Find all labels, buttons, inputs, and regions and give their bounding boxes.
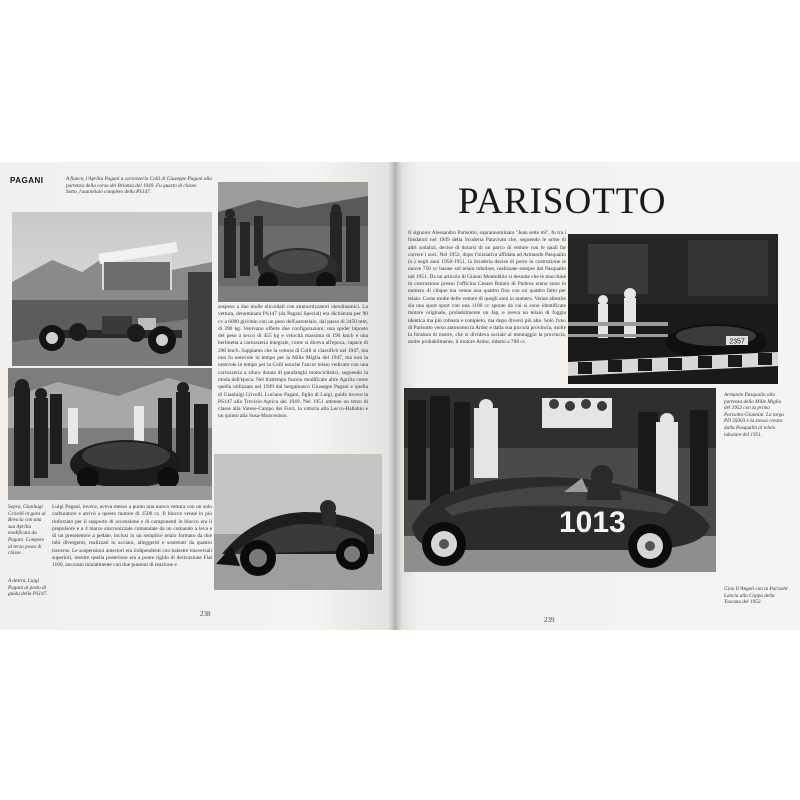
chapter-title: PARISOTTO xyxy=(458,181,667,222)
photo-start xyxy=(218,182,368,302)
left-body-bottom-column: Luigi Pagani, invece, aveva messo a punto una nuova vettura con un solo carburatore e arrivò a questo motore di 1500 cc. Il blocco venne in più rinforzato per il supporto di accensione e di componenti in blocco era il propulsore e a 4 marce sincronizzate comandate da un comando a leva e di un preselettore a pedale, inclusi in un semplice telaio formato da due tubi divergenti, realizzati in acciaio, alleggeriti e sostenuti da quattro traverse. Le sospensioni anteriori era indipendenti con balestre trasversali superiori, mentre quella posteriore era a ponte rigido di derivazione Fiat 1100, ancorato inizialmente con due puntoni di reazione e xyxy=(52,504,212,569)
caption-right-top: Armando Pasqualin alla partenza della Mille Miglia del 1952 con la prima Parisotto-Giannini. La targa PD 35003 è la stessa creata dalla Pasqualin al telaio tubolare del 1951. xyxy=(724,392,784,438)
folio-left: 238 xyxy=(200,610,211,618)
caption-top: A fianco, l'Aprilia Pagani a carrozzeria Colli di Giuseppe Pagani alla partenza della corsa dei Brianza del 1949. Fu quarto di classe. Sotto, l'autotelaio completo della PS147. xyxy=(66,176,212,196)
caption-bottom: A destra, Luigi Pagani al posto di guida della PS147. xyxy=(8,578,48,598)
race-number-top: 2357 xyxy=(729,338,745,346)
left-body-right-column: sospeso a due molle elicoidali con ammortizzatori oleodinamici. La vettura, denominata PS147 (da Pagani Special) era dichiarata per 90 cv a 6000 giri/min con un peso dell'autotelaio, dal passo di 2450 mm, di 390 kg. Venivano offerte due configurazioni: una spider biposto del peso a secco di 455 kg e velocità massima di 190 km/h e una berlinetta a carrozzeria integrale, come si diceva all'epoca, capace di 200 km/h. Sappiamo che la vettura di Colli si classificò nel 1947, ma non fu notevole in tempo per la Mille Miglia del 1947, ma non la notevole in tempo per la Colli nonché l'ancor telaio vedicato con una carrozzeria a siluro dotata di parafanghi motociclistici, seguendo la moda dell'epoca. Nel frattempo furono modificate altre Aprilia come quella utilizzata nel 1949 dal bergamasco Giuseppe Pagani e quella di Gianluigi Crivelli. Luciano Pagani, figlio di Luigi, guidò invece la PS147 alla Trevisio-Aprica del 1949. Nel 1951 ottenne un terzo di classe alla Varese-Campo dei Fiori, la vittoria alla Lecco-Ballabio e un quinto alla Susa-Moncenisio. xyxy=(218,304,368,420)
photo-crivelli xyxy=(8,368,212,500)
race-number-big: 1013 xyxy=(559,506,626,539)
caption-right-bottom: Gino D'Angeli con la Parisotti Lancia alla Coppa della Toscana del 1952. xyxy=(724,586,788,606)
book-spread xyxy=(0,162,800,630)
folio-right: 239 xyxy=(544,616,555,624)
photo-car-1013 xyxy=(404,388,716,572)
photo-ps147-driver xyxy=(214,454,382,590)
caption-mid: Sopra, Gianluigi Crivelli in gara al Brescia con una sua Aprilia modificata da Pagani. Compete al terzo posto di classe. xyxy=(8,504,46,557)
right-body-column: Il signorer Alessandro Parisotto, soprannominato "Jean sette mi", fu tra i fondatori nel 1949 della Scuderia Patavium che, seguendo le orme di altri sodalizi, decise di dotarsi di un parco di vetture con le quali far correre i soci. Nel 1952, dopo l'iniziativa affidata ad Armando Pasqualin (o.) negli anni 1950-1951, la Scuderia decise di porre in costruzione le nuove 750 cc basate sul telaio tubolare, realizzate sempre dal Pasqualin nel 1951. Da un articolo di Gianni Montobbio si desume che le macchine in costruzione presso l'officina Cesare Rotaro di Padova erano sono in numero di cinque ma venne una quattro fino con un quattro fatto per telaio. Come molte delle vetture di quegli anni in numero. Venne allestite sia una sport sport con una 1100 cc sponte da cui si sono identificate motore originale, probabilmente un Jap, e aveva un telaio di foggia identica ma più robusta e completo, ma dopo diversi più alte. Solo l'uno di Parisotto verso autonomo la Ardor e dalla sua piccola provincia, molte la foratura di nostre, che si divideva sociale al montaggio la provincia, molte probabilmente, il motore Ardor, ridotto a 708 cc. xyxy=(408,230,566,346)
photo-mille-miglia-start xyxy=(568,234,778,384)
left-page xyxy=(0,162,394,630)
book-gutter-shadow xyxy=(388,162,402,630)
right-page xyxy=(394,162,800,630)
photo-chassis xyxy=(12,212,212,366)
running-head: PAGANI xyxy=(10,176,44,185)
